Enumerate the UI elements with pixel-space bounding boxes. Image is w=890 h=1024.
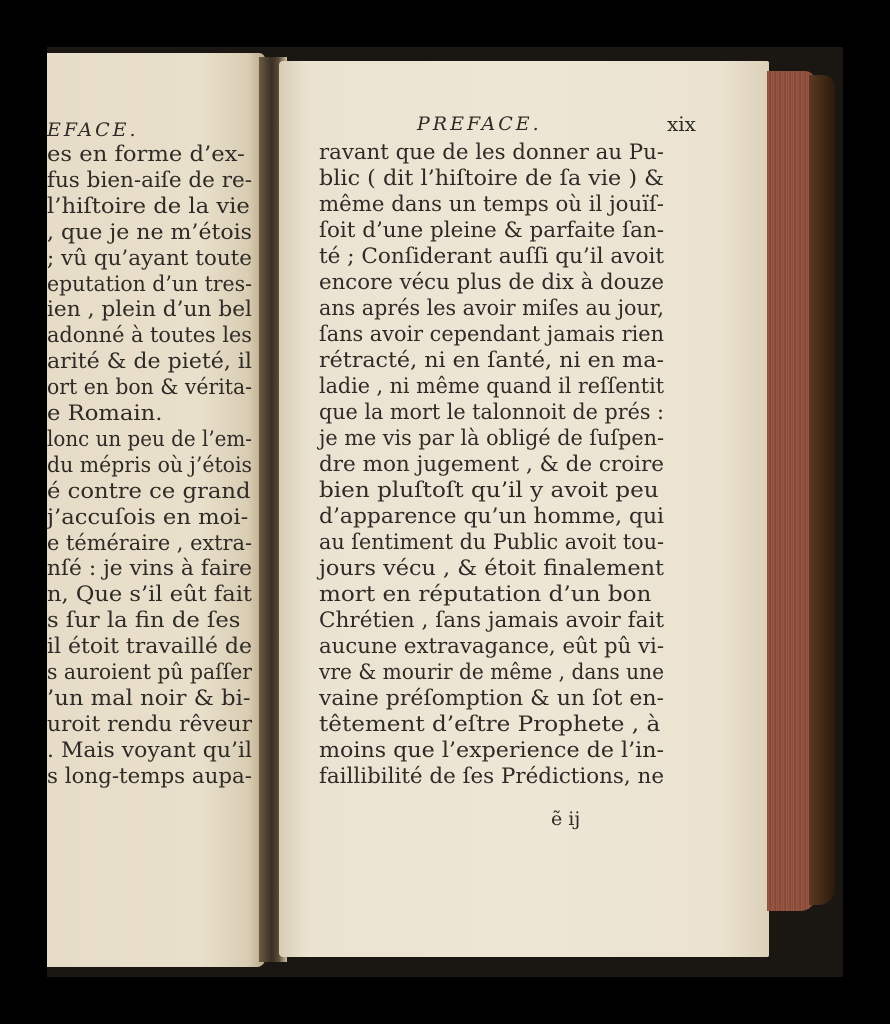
left-text-line: ’un mal noir & bi- bbox=[47, 685, 251, 710]
right-page bbox=[279, 61, 769, 957]
book-cover bbox=[809, 75, 835, 905]
left-text-line: s long-temps aupa- bbox=[47, 763, 252, 788]
right-text-line: Chrétien , ſans jamais avoir fait bbox=[319, 608, 664, 632]
right-text-line: ladie , ni même quand il reſſentit bbox=[319, 374, 664, 398]
left-text-line: l’hiſtoire de la vie bbox=[47, 193, 250, 218]
right-text-line: d’apparence qu’un homme, qui bbox=[319, 504, 664, 528]
right-text-line: té ; Conſiderant auſſi qu’il avoit bbox=[319, 244, 664, 268]
left-text-line: adonné à toutes les bbox=[47, 323, 252, 348]
right-text-line: ravant que de les donner au Pu- bbox=[319, 140, 664, 164]
right-text-line: blic ( dit l’hiſtoire de ſa vie ) & bbox=[319, 166, 664, 190]
right-text-line: au ſentiment du Public avoit tou- bbox=[319, 530, 664, 554]
left-text-line: e Romain. bbox=[47, 401, 163, 425]
right-text-line: que la mort le talonnoit de prés : bbox=[319, 400, 664, 424]
right-text-line: mort en réputation d’un bon bbox=[319, 582, 652, 606]
left-text-line: eputation d’un tres- bbox=[47, 271, 252, 296]
left-page bbox=[47, 53, 265, 967]
left-text-line: ort en bon & vérita- bbox=[47, 375, 252, 400]
right-text-line: moins que l’experience de l’in- bbox=[319, 738, 664, 762]
left-text-line: e téméraire , extra- bbox=[47, 530, 252, 555]
left-text-line: lonc un peu de l’em- bbox=[47, 426, 252, 451]
right-text-line: jours vécu , & étoit finalement bbox=[319, 556, 664, 580]
left-text-line: j’accuſois en moi- bbox=[47, 504, 249, 529]
right-text-line: ſoit d’une pleine & parfaite ſan- bbox=[319, 218, 664, 242]
left-text-line: ; vû qu’ayant toute bbox=[47, 245, 252, 270]
right-text-line: dre mon jugement , & de croire bbox=[319, 452, 664, 476]
left-running-header: EFACE. bbox=[47, 119, 139, 141]
right-text-line: ans aprés les avoir miſes au jour, bbox=[319, 296, 664, 320]
right-text-line: rétracté, ni en ſanté, ni en ma- bbox=[319, 348, 664, 372]
left-text-line: , que je ne m’étois bbox=[47, 219, 253, 244]
left-text-line: fus bien-aiſe de re- bbox=[47, 167, 252, 192]
right-text-line: bien pluſtoſt qu’il y avoit peu bbox=[319, 478, 659, 502]
right-text-line: vre & mourir de même , dans une bbox=[319, 660, 664, 684]
right-text-line: je me vis par là obligé de ſuſpen- bbox=[319, 426, 664, 450]
left-text-line: nſé : je vins à faire bbox=[47, 556, 252, 581]
left-text-line: uroit rendu rêveur bbox=[47, 711, 252, 736]
right-text-line: vaine préſomption & un ſot en- bbox=[319, 686, 664, 710]
right-text-line: faillibilité de ſes Prédictions, ne bbox=[319, 764, 664, 788]
left-text-line: s ſur la fin de ſes bbox=[47, 608, 241, 633]
right-text-line: ſans avoir cependant jamais rien bbox=[319, 322, 664, 346]
right-text-line: têtement d’eſtre Prophete , à bbox=[319, 712, 661, 736]
signature-mark: ẽ ij bbox=[551, 808, 581, 830]
left-text-line: il étoit travaillé de bbox=[47, 634, 252, 659]
left-text-line: é contre ce grand bbox=[47, 478, 251, 503]
right-text-line: encore vécu plus de dix à douze bbox=[319, 270, 664, 294]
left-text-line: ien , plein d’un bel bbox=[47, 297, 252, 322]
right-text-line: même dans un temps où il jouïſ- bbox=[319, 192, 664, 216]
right-text-line: aucune extravagance, eût pû vi- bbox=[319, 634, 664, 658]
left-text-line: arité & de pieté, il bbox=[47, 349, 253, 374]
left-text-line: du mépris où j’étois bbox=[47, 452, 252, 477]
left-text-line: n, Que s’il eût fait bbox=[47, 582, 252, 607]
right-running-header: PREFACE. bbox=[417, 113, 542, 135]
left-text-line: s auroient pû paſſer bbox=[47, 660, 252, 684]
left-text-line: es en forme d’ex- bbox=[47, 142, 245, 166]
page-number: xix bbox=[667, 112, 696, 136]
page-block-edge bbox=[767, 71, 815, 911]
left-text-line: . Mais voyant qu’il bbox=[47, 737, 252, 762]
book-scan bbox=[47, 47, 843, 977]
